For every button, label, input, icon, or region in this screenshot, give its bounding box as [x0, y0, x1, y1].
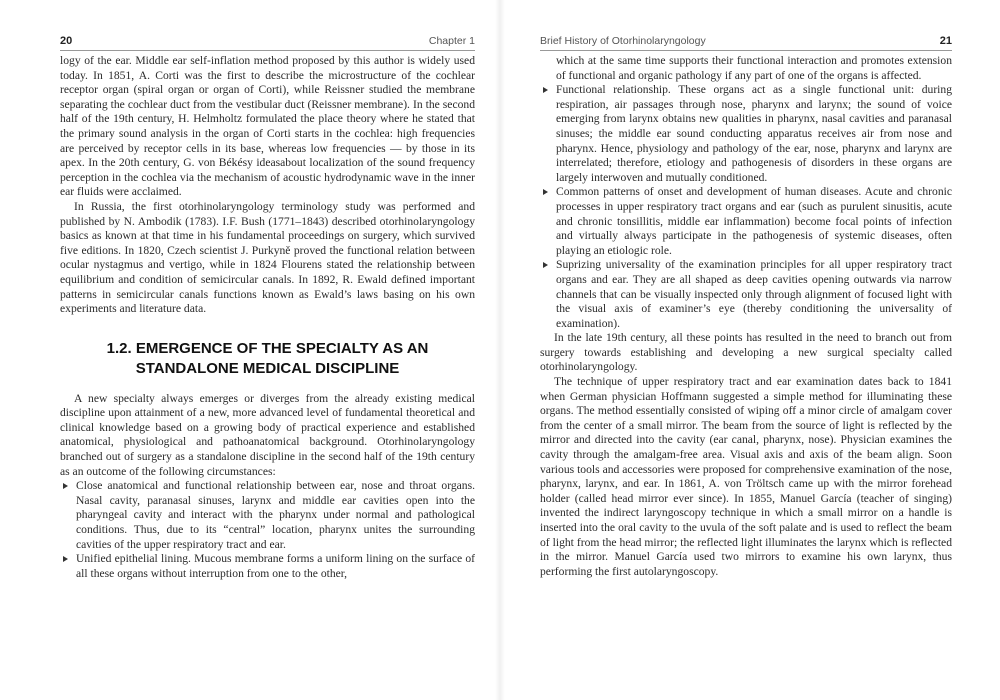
section-heading: 1.2. EMERGENCE OF THE SPECIALTY AS AN STANDALONE MEDICAL DISCIPLINE [106, 339, 429, 377]
list-item [60, 552, 475, 581]
right-page-header [540, 30, 952, 51]
list-item-text: Functional relationship. These organs act as a single functional unit: during respiration, air passages through nose, pharynx and larynx; the sound of voice emerging from larynx obtains new qualities in pharynx, nasal cavities and paranasal sinuses; the middle ear sound conducting apparatus receives air from nose and pharynx. Hence, physiology and pathology of the ear, nose, pharynx and larynx are interrelated; therefore, etiology and pathogenesis of disorders in these organs are largely interwoven and mutually conditioned. [556, 83, 952, 184]
page-number: 20 [60, 35, 73, 47]
running-head: Brief History of Otorhinolaryngology [540, 35, 706, 47]
list-item [540, 185, 952, 258]
page-number: 21 [939, 35, 952, 47]
bullet-arrow-icon [543, 87, 548, 93]
right-page [500, 0, 1000, 700]
list-item [60, 479, 475, 552]
list-item-text: Common patterns of onset and development of human diseases. Acute and chronic processes in upper respiratory tract organs and ear (such as purulent sinusitis, acute and chronic tonsillitis, middle ear inflammation) become focal points of infection and virtually always participate in the pathogenesis of systemic diseases, often playing an etiologic role. [556, 185, 952, 257]
paragraph: logy of the ear. Middle ear self-inflation method proposed by this author is widely used today. In 1851, A. Corti was the first to describe the microstructure of the cochlear receptor organ (spiral organ or organ of Corti), while Reissner studied the membrane separating the cochlear duct from the vestibular duct (Reissner membrane). In the second half of the 19th century, H. Helmholtz formulated the place theory where he stated that the primary sound analysis in the organ of Corti starts in the cochlea: high frequencies are perceived by receptor cells in its base, whereas low frequencies — by those in its apex. In the 20th century, G. von Békésy ideasabout localization of the sound frequency perception in the cochlea via the mechanism of acoustic hydrodynamic wave in the inner ear fluids were acclaimed. [60, 54, 475, 199]
list-item [540, 258, 952, 331]
list-item-text: Unified epithelial lining. Mucous membrane forms a uniform lining on the surface of all these organs without interruption from one to the other, [76, 552, 475, 580]
left-page-body [60, 54, 475, 581]
bullet-list [60, 479, 475, 581]
bullet-arrow-icon [63, 556, 68, 562]
paragraph: A new specialty always emerges or diverges from the already existing medical discipline upon attainment of a new, more advanced level of fundamental theoretical and clinical knowledge based on a growing body of practical experience and established anatomical, physiological and pathoanatomical background. Otorhinolaryngology branched out of surgery as a standalone discipline in the second half of the 19th century as an outcome of the following circumstances: [60, 391, 475, 478]
list-item [540, 83, 952, 185]
left-page-header [60, 30, 475, 51]
list-item-text: Close anatomical and functional relationship between ear, nose and throat organs. Nasal cavity, paranasal sinuses, larynx and middle ear cavities open into the pharyngeal cavity and interact with the pharynx under normal and pathological conditions. Thus, due to its “central” location, pharynx unites the surrounding cavities of the upper respiratory tract and ear. [76, 479, 475, 551]
paragraph: The technique of upper respiratory tract and ear examination dates back to 1841 when German physician Hoffmann suggested a simple method for illuminating these organs. The method essentially consisted of wiping off a minor circle of amalgam cover from the center of a small mirror. The beam from the source of light is reflected by the mirror and directed into the cavity (ear canal, pharynx, nose). Physician examines the cavity through the amalgam-free area. Visual axis and axis of the beam align. Soon various tools and accessories were proposed for comprehensive examination of the nose, pharynx, larynx, and ear. In 1861, A. von Tröltsch came up with the mirror forehead holder (called head mirror ever since). In 1855, Manuel García (teacher of singing) invented the indirect laryngoscopy technique in which a small mirror on a handle is inserted into the oral cavity to the uvula of the soft palate and is used to reflect the beam of light from the head mirror; the reflected light illuminates the larynx which is reflected in the mirror. Manuel García used two mirrors to examine his own larynx, thus performing the first autolaryngoscopy. [540, 375, 952, 578]
right-page-body [540, 54, 952, 579]
continued-list-text: which at the same time supports their functional interaction and promotes extension of functional and organic pathology if any part of one of the organs is affected. [556, 54, 952, 82]
paragraph: In the late 19th century, all these points has resulted in the need to branch out from surgery towards establishing and developing a new surgical specialty called otorhinolaryngology. [540, 331, 952, 374]
paragraph: In Russia, the first otorhinolaryngology terminology study was performed and published by N. Ambodik (1783). I.F. Bush (1771–1843) described otorhinolaryngology basics as known at that time in his fundamental proceedings on surgery, which survived five editions. In 1820, Czech scientist J. Purkyně proved the functional relation between ocular nystagmus and vertigo, while in 1824 Flourens stated the relationship between equilibrium and condition of semicircular canals. In 1892, R. Ewald defined important patterns in semicircular canals functions known as Ewald’s laws basing on his own experiments and literature data. [60, 199, 475, 316]
running-head: Chapter 1 [428, 35, 475, 47]
bullet-list [540, 83, 952, 331]
list-item-text: Suprizing universality of the examination principles for all upper respiratory tract organs and ear. They are all shaped as deep cavities opening outwards via narrow channels that can be visually inspected only through alignment of focused light with the visual axis of examiner’s eye (thereby conditioning the universality of examination). [556, 258, 952, 330]
bullet-arrow-icon [543, 262, 548, 268]
bullet-arrow-icon [63, 483, 68, 489]
bullet-arrow-icon [543, 189, 548, 195]
